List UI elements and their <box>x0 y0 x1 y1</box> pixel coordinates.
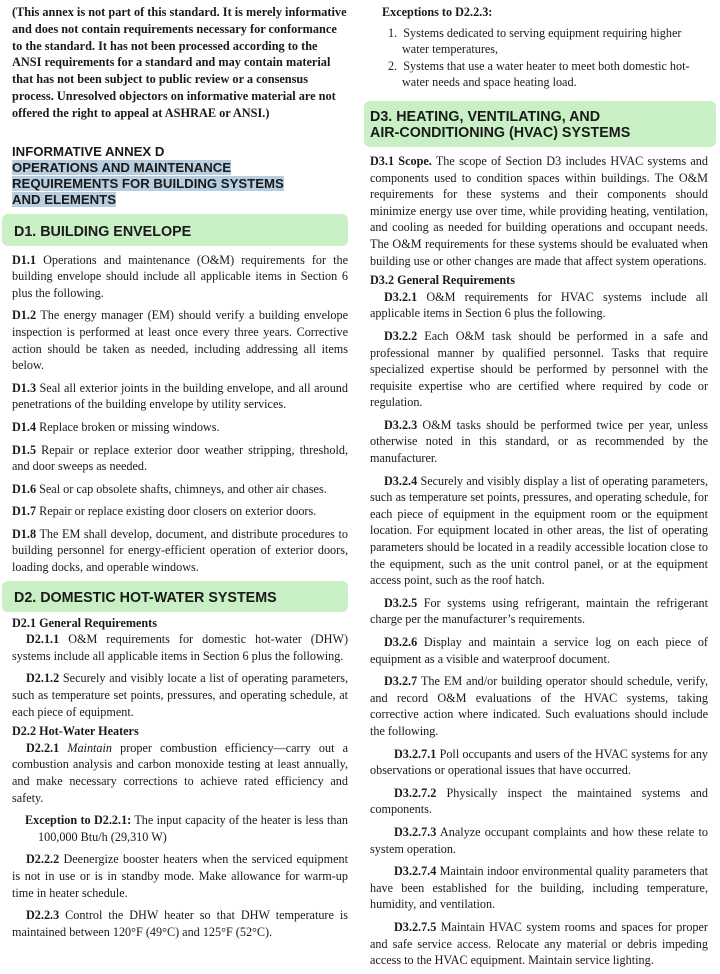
para-d3-2-7-2: D3.2.7.2 Physically inspect the maintained systems and components. <box>370 785 708 817</box>
para-d2-1-1: D2.1.1 O&M requirements for domestic hot-water (DHW) systems include all applicable items in Section 6 plus the following. <box>12 632 349 663</box>
para-d3-2-7-3: D3.2.7.3 Analyze occupant complaints and how these relate to system operation. <box>370 824 708 856</box>
annex-title-line-1: OPERATIONS AND MAINTENANCE <box>12 159 232 175</box>
exceptions-d2-2-3-title: Exceptions to D2.2.3: <box>382 5 493 19</box>
para-d3-2-5: D3.2.5 For systems using refrigerant, maintain the refrigerant charge per the manufacturer’s requirements. <box>370 595 708 627</box>
subsection-d2-2: D2.2 Hot-Water Heaters <box>12 724 139 739</box>
para-d1-7: D1.7 Repair or replace existing door closers on exterior doors. <box>12 504 317 519</box>
para-d1-8: D1.8 The EM shall develop, document, and distribute procedures to building personnel for energy-efficient operation of exterior doors, loading docks, and operable windows. <box>12 526 348 575</box>
para-d3-2-7-1: D3.2.7.1 Poll occupants and users of the HVAC systems for any observations or operational issues that have occurred. <box>370 746 709 778</box>
para-d1-1: D1.1 Operations and maintenance (O&M) requirements for the building envelope should include all applicable items in Section 6 plus the following. <box>12 252 349 300</box>
section-heading-d2: D2. DOMESTIC HOT-WATER SYSTEMS <box>2 581 348 612</box>
para-d2-2-2: D2.2.2 Deenergize booster heaters when the serviced equipment is not in use or is in standby mode. Make allowance for warm-up time in heater schedule. <box>12 852 349 900</box>
section-heading-d1: D1. BUILDING ENVELOPE <box>2 214 348 246</box>
para-d3-2-6: D3.2.6 Display and maintain a service log on each piece of equipment as a visible and waterproof document. <box>370 635 708 666</box>
annex-label: INFORMATIVE ANNEX D <box>12 143 165 159</box>
annex-title-line-2: REQUIREMENTS FOR BUILDING SYSTEMS <box>12 175 284 191</box>
exception-item-1: 1. Systems dedicated to serving equipment requiring higher water temperatures, <box>388 25 682 57</box>
para-d3-2-4: D3.2.4 Securely and visibly display a list of operating parameters, such as temperature set points, pressures, and operating schedule, for each piece of equipment in the equipment room or the equipment location. For equipment located in other areas, the list of operating parameters should be located in a readily accessible location close to the equipment, such as the unit control panel, or at the equipment access point, such as the roof hatch. <box>370 473 708 588</box>
informative-note: (This annex is not part of this standard. It is merely informative and does not contain requirements necessary for conformance to the standard. It has not been processed according to the ANSI requirements for a standard and may contain material that has not been subject to public review or a consensus process. Unresolved objectors on informative material are not offered the right to appeal at ASHRAE or ANSI.) <box>12 5 347 120</box>
annex-heading <box>12 144 348 208</box>
para-d1-3: D1.3 Seal all exterior joints in the building envelope, and all around penetrations of the building envelope by utility services. <box>12 380 348 412</box>
para-d1-2: D1.2 The energy manager (EM) should verify a building envelope inspection is performed at least once every three years. Corrective action should be taken as needed, including addressing all items below. <box>12 308 348 373</box>
subsection-d3-2: D3.2 General Requirements <box>370 273 515 288</box>
section-heading-d3: D3. HEATING, VENTILATING, AND AIR-CONDITIONING (HVAC) SYSTEMS <box>364 101 716 147</box>
para-d3-2-1: D3.2.1 O&M requirements for HVAC systems include all applicable items in Section 6 plus the following. <box>370 289 709 321</box>
para-d3-2-7: D3.2.7 The EM and/or building operator should schedule, verify, and record O&M evaluations of the HVAC systems, taking corrective action where indicated. Such evaluations should include the following. <box>370 674 709 738</box>
para-d1-4: D1.4 Replace broken or missing windows. <box>12 419 220 434</box>
exception-d2-2-1: Exception to D2.2.1: The input capacity of the heater is less than 100,000 Btu/h (29,310 W) <box>25 813 348 844</box>
para-d3-2-3: D3.2.3 O&M tasks should be performed twice per year, unless otherwise noted in this standard, or as recommended by the manufacturer. <box>370 417 708 466</box>
right-column <box>370 0 708 969</box>
para-d1-6: D1.6 Seal or cap obsolete shafts, chimneys, and other air chases. <box>12 481 327 496</box>
para-d3-2-2: D3.2.2 Each O&M task should be performed in a safe and professional manner by qualified personnel. Tasks that require specialized expertise should be performed by personnel with the requisite expertise who are certified where required by code or regulation. <box>370 328 709 410</box>
para-d2-2-1: D2.2.1 Maintain proper combustion efficiency—carry out a combustion analysis and carbon monoxide testing at least annually, and make necessary corrections to achieve rated efficiency and safety. <box>12 740 348 805</box>
annex-title-line-3: AND ELEMENTS <box>12 191 117 207</box>
exceptions-list <box>370 25 708 91</box>
left-column <box>12 0 348 940</box>
para-d3-2-7-4: D3.2.7.4 Maintain indoor environmental quality parameters that have been established for the building, including temperature, humidity, and ventilation. <box>370 864 708 912</box>
exception-item-2: 2. Systems that use a water heater to meet both domestic hot-water needs and space heating load. <box>388 58 690 90</box>
para-d3-2-7-5: D3.2.7.5 Maintain HVAC system rooms and spaces for proper and safe service access. Relocate any material or debris impeding access to the HVAC equipment. Maintain service lighting. <box>370 919 708 968</box>
para-d2-2-3: D2.2.3 Control the DHW heater so that DHW temperature is maintained between 120°F (49°C) and 125°F (52°C). <box>12 908 348 939</box>
para-d2-1-2: D2.1.2 Securely and visibly locate a list of operating parameters, such as temperature set points, pressures, and operating schedule, at each piece of equipment. <box>12 671 348 719</box>
para-d1-5: D1.5 Repair or replace exterior door weather stripping, threshold, and door sweeps as needed. <box>12 442 349 474</box>
para-d3-1: D3.1 Scope. The scope of Section D3 includes HVAC systems and components used to condition spaces within buildings. The O&M requirements for these systems and their components should minimize energy use over time, while providing heating, ventilation, and cooling as needed for building operations and occupant needs. The O&M requirements for these systems should be evaluated when building use or other changes are made that affect system operations. <box>370 153 708 268</box>
subsection-d2-1: D2.1 General Requirements <box>12 615 157 630</box>
